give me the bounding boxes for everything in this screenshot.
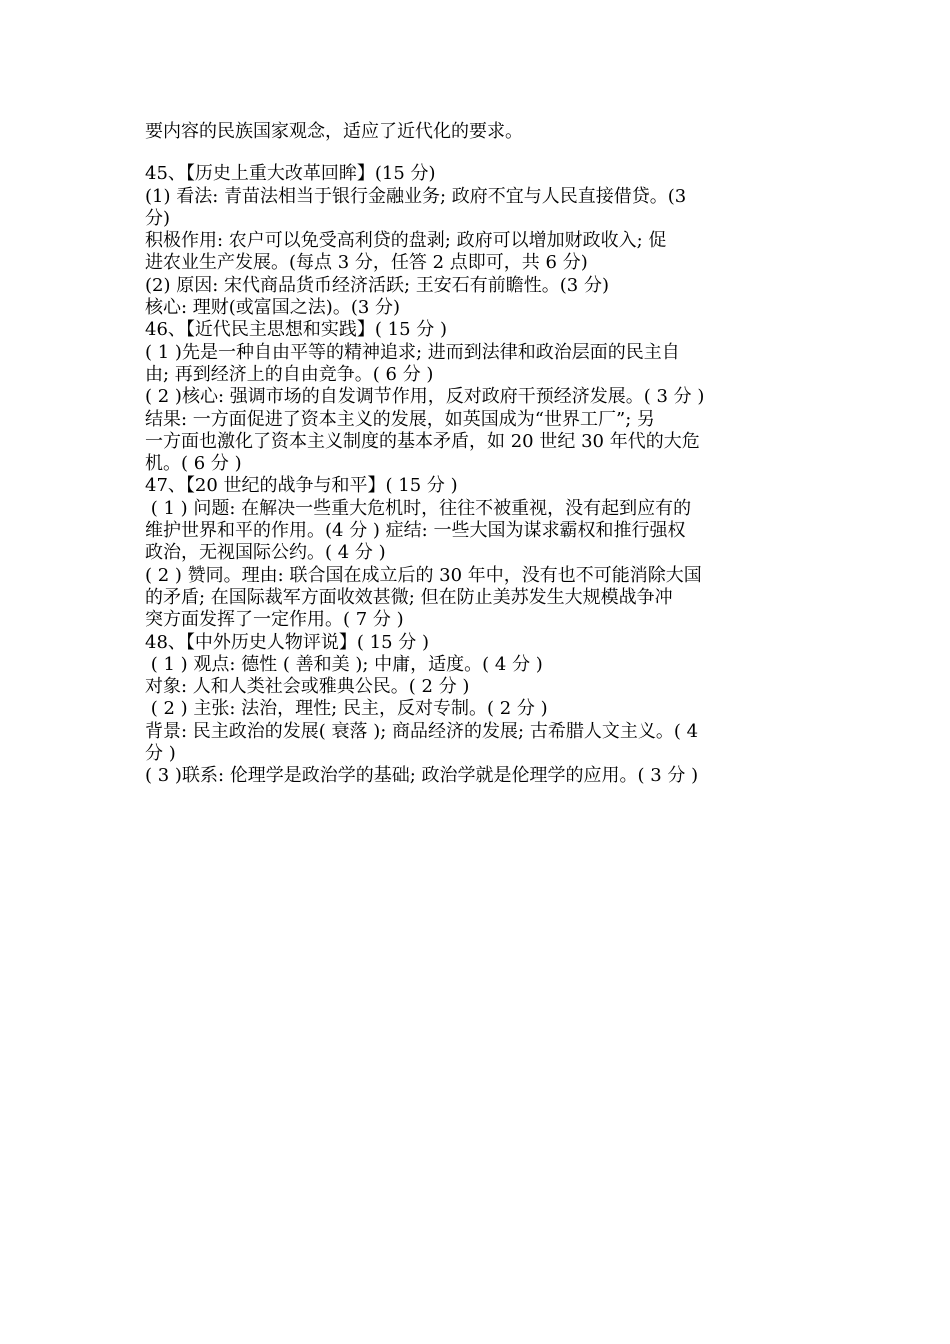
q47-part1-line3: 政治，无视国际公约。( 4 分 ): [145, 542, 386, 564]
q45-effect-line2: 进农业生产发展。(每点 3 分，任答 2 点即可，共 6 分): [145, 252, 588, 274]
q48-part1-object: 对象: 人和人类社会或雅典公民。( 2 分 ): [145, 676, 470, 698]
q45-heading: 45、【历史上重大改革回眸】(15 分): [145, 163, 436, 185]
q45-part2-reason: (2) 原因: 宋代商品货币经济活跃; 王安石有前瞻性。(3 分): [145, 274, 610, 296]
q47-part2-line3: 突方面发挥了一定作用。( 7 分 ): [145, 609, 404, 631]
q47-part1-line1: ( 1 ) 问题: 在解决一些重大危机时，往往不被重视，没有起到应有的: [145, 497, 692, 519]
paragraph-gap: [145, 143, 809, 163]
q48-part3-link: ( 3 )联系: 伦理学是政治学的基础; 政治学就是伦理学的应用。( 3 分 ): [145, 765, 699, 787]
q47-part2-line1: ( 2 ) 赞同。理由: 联合国在成立后的 30 年中，没有也不可能消除大国: [145, 564, 702, 586]
q45-part1-line1: (1) 看法: 青苗法相当于银行金融业务; 政府不宜与人民直接借贷。(3: [145, 185, 687, 207]
answer-text-block: [145, 121, 809, 788]
q45-effect-line1: 积极作用: 农户可以免受高利贷的盘剥; 政府可以增加财政收入; 促: [145, 230, 667, 252]
intro-line: 要内容的民族国家观念，适应了近代化的要求。: [145, 121, 523, 142]
q48-part1-view: ( 1 ) 观点: 德性 ( 善和美 ); 中庸，适度。( 4 分 ): [145, 653, 543, 675]
q47-part2-line2: 的矛盾; 在国际裁军方面收效甚微; 但在防止美苏发生大规模战争冲: [145, 586, 673, 608]
q46-part1-line2: 由; 再到经济上的自由竞争。( 6 分 ): [145, 363, 434, 385]
q46-part1-line1: ( 1 )先是一种自由平等的精神追求; 进而到法律和政治层面的民主自: [145, 341, 680, 363]
q46-result-line3: 机。( 6 分 ): [145, 453, 242, 475]
q46-heading: 46、【近代民主思想和实践】( 15 分 ): [145, 319, 448, 341]
q48-part2-claim: ( 2 ) 主张: 法治，理性; 民主，反对专制。( 2 分 ): [145, 698, 548, 720]
q45-part2-core: 核心: 理财(或富国之法)。(3 分): [145, 297, 401, 319]
q46-part2-core: ( 2 )核心: 强调市场的自发调节作用，反对政府干预经济发展。( 3 分 ): [145, 386, 705, 408]
q48-part2-background-line2: 分 ): [145, 743, 176, 765]
q48-heading: 48、【中外历史人物评说】( 15 分 ): [145, 631, 430, 653]
q48-part2-background-line1: 背景: 民主政治的发展( 衰落 ); 商品经济的发展; 古希腊人文主义。( 4: [145, 720, 699, 742]
q47-part1-line2: 维护世界和平的作用。(4 分 ) 症结: 一些大国为谋求霸权和推行强权: [145, 520, 686, 542]
q46-result-line1: 结果: 一方面促进了资本主义的发展，如英国成为“世界工厂”; 另: [145, 408, 655, 430]
q47-heading: 47、【20 世纪的战争与和平】( 15 分 ): [145, 475, 458, 497]
q45-part1-line2: 分): [145, 207, 171, 229]
q46-result-line2: 一方面也激化了资本主义制度的基本矛盾，如 20 世纪 30 年代的大危: [145, 430, 700, 452]
